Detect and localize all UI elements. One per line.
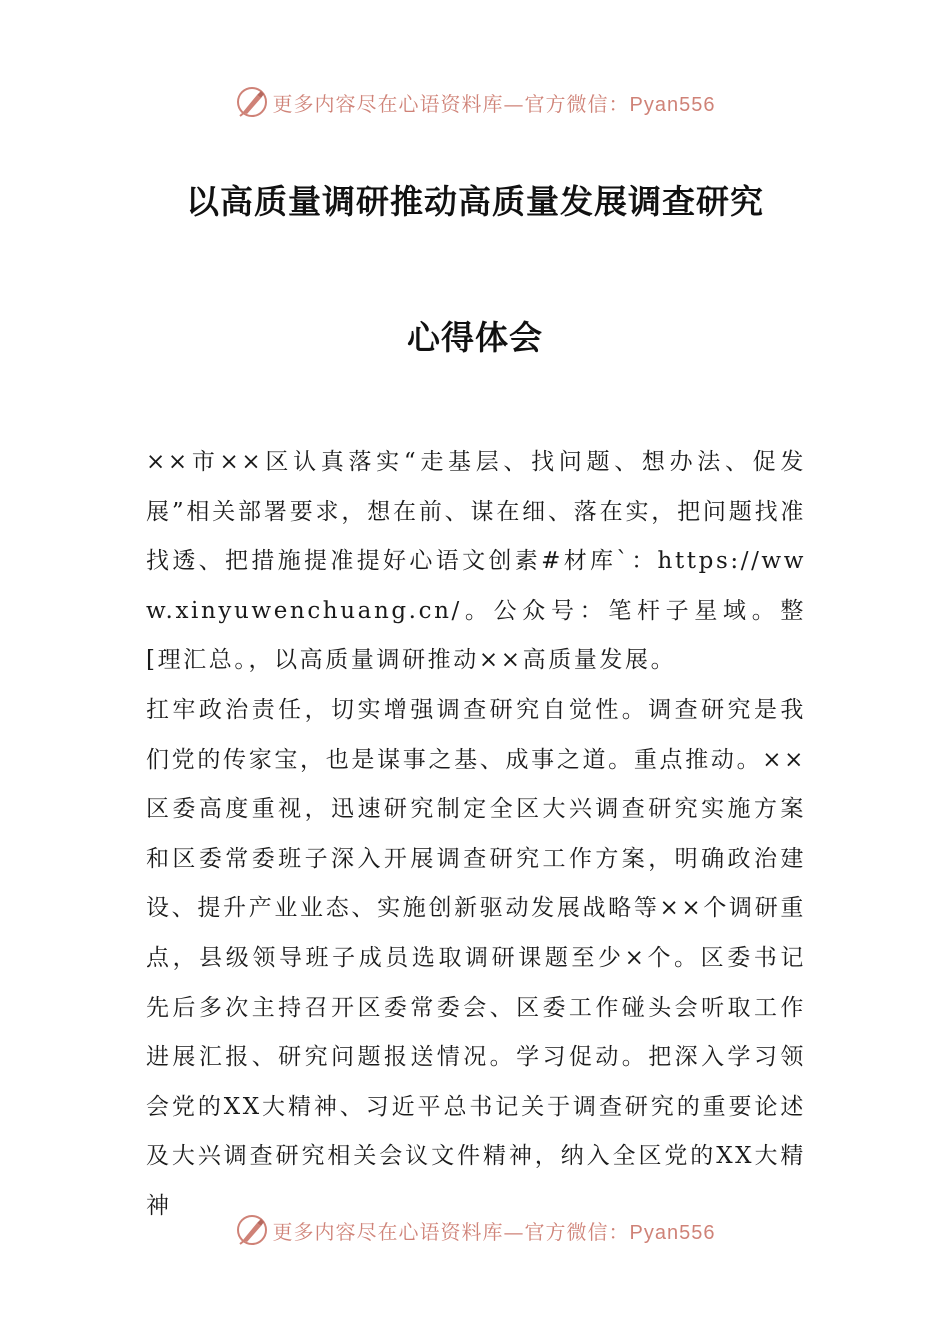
- document-body: [146, 438, 806, 1232]
- banner-wechat-id: Pyan556: [629, 93, 716, 116]
- banner-label: 更多内容尽在心语资料库—官方微信：: [272, 1219, 630, 1244]
- banner-wechat-id: Pyan556: [629, 1221, 716, 1244]
- document-title-line2: 心得体会: [407, 318, 543, 357]
- pen-nib-logo-icon: [235, 85, 269, 119]
- banner-text: [273, 1216, 716, 1245]
- footer-watermark-banner: [0, 1210, 950, 1250]
- banner-label: 更多内容尽在心语资料库—官方微信：: [272, 91, 630, 116]
- pen-nib-logo-icon: [235, 1213, 269, 1247]
- banner-text: [273, 88, 716, 117]
- header-watermark-banner: [0, 82, 950, 122]
- body-paragraph-2: 扛牢政治责任，切实增强调查研究自觉性。调查研究是我们党的传家宝，也是谋事之基、成事之道。重点推动。××区委高度重视，迅速研究制定全区大兴调查研究实施方案和区委常委班子深入开展调查研究工作方案，明确政治建设、提升产业业态、实施创新驱动发展战略等××个调研重点，县级领导班子成员选取调研课题至少×个。区委书记先后多次主持召开区委常委会、区委工作碰头会听取工作进展汇报、研究问题报送情况。学习促动。把深入学习领会党的XX大精神、习近平总书记关于调查研究的重要论述及大兴调查研究相关会议文件精神，纳入全区党的XX大精神: [146, 696, 806, 1219]
- document-title-line1: 以高质量调研推动高质量发展调查研究: [186, 182, 764, 221]
- body-paragraph-1: ××市××区认真落实“走基层、找问题、想办法、促发展”相关部署要求，想在前、谋在细、落在实，把问题找准找透、把措施提准提好心语文创素#材库`：https://www.xinyuwenchuang.cn/。公众号：笔杆子星域。整[理汇总。，以高质量调研推动××高质量发展。: [146, 449, 806, 674]
